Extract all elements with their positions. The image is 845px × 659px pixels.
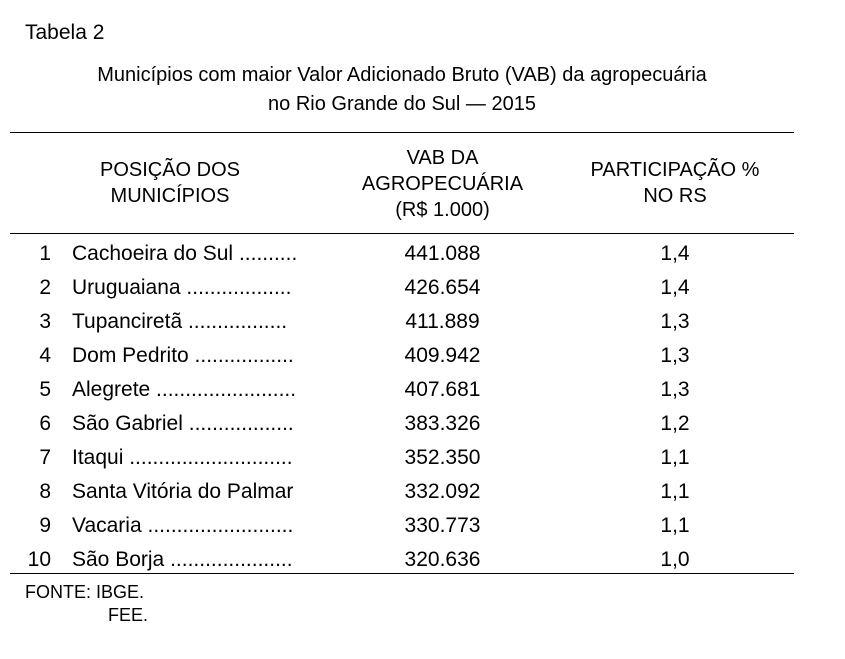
municipality-name: Cachoeira do Sul [72,242,234,265]
row-position: 9 [39,514,51,537]
source-note-continued: FEE. [108,605,149,625]
row-municipality [72,271,330,305]
table-row [0,475,845,509]
row-vab: 441.088 [404,242,481,265]
row-municipality [72,305,330,339]
header-participacao-line: PARTICIPAÇÃO % [590,159,760,181]
row-municipality [72,339,330,373]
leader-dots: ................. [182,310,288,333]
municipality-name: São Borja [72,548,165,571]
table-row [0,237,845,271]
row-vab: 330.773 [404,514,481,537]
row-vab: 332.092 [404,480,481,503]
row-municipality [72,475,330,509]
row-position: 10 [27,548,51,571]
table-row [0,271,845,305]
row-participation: 1,3 [660,310,690,333]
row-vab: 383.326 [404,412,481,435]
header-participacao-line: NO RS [643,185,707,207]
bottom-rule [10,573,794,574]
header-vab-line: VAB DA [406,147,479,169]
header-participacao [560,157,790,209]
leader-dots: ............................ [123,446,293,469]
row-position: 4 [39,344,51,367]
row-participation: 1,1 [660,446,690,469]
leader-dots: .................. [182,412,294,435]
header-posicao-line: MUNICÍPIOS [110,185,230,207]
row-vab: 409.942 [404,344,481,367]
source-note: FONTE: IBGE. [25,582,145,602]
row-position: 3 [39,310,51,333]
table-row [0,441,845,475]
municipality-name: Uruguaiana [72,276,181,299]
row-participation: 1,1 [660,514,690,537]
table-row [0,543,845,577]
header-posicao [40,157,300,209]
municipality-name: São Gabriel [72,412,183,435]
row-participation: 1,0 [660,548,690,571]
table-row [0,407,845,441]
table-label: Tabela 2 [25,21,105,44]
row-municipality [72,543,330,577]
leader-dots: .......... [233,242,298,265]
table-row [0,373,845,407]
row-participation: 1,2 [660,412,690,435]
municipality-name: Tupanciretã [72,310,183,333]
header-vab-line: (R$ 1.000) [395,199,490,221]
row-position: 6 [39,412,51,435]
municipality-name: Alegrete [72,378,151,401]
row-municipality [72,237,330,271]
row-participation: 1,3 [660,344,690,367]
table-caption-line-2: no Rio Grande do Sul — 2015 [268,93,536,115]
row-municipality [72,441,330,475]
leader-dots: ................. [188,344,294,367]
municipality-name: Santa Vitória do Palmar [72,480,294,503]
row-municipality [72,407,330,441]
row-vab: 320.636 [404,548,481,571]
row-participation: 1,4 [660,276,690,299]
row-participation: 1,1 [660,480,690,503]
row-position: 5 [39,378,51,401]
row-vab: 407.681 [404,378,481,401]
leader-dots: ........................ [150,378,297,401]
leader-dots: ......................... [141,514,294,537]
municipality-name: Dom Pedrito [72,344,189,367]
leader-dots: ..................... [164,548,293,571]
row-municipality [72,373,330,407]
row-participation: 1,3 [660,378,690,401]
municipality-name: Vacaria [72,514,142,537]
leader-dots: .................. [180,276,292,299]
header-posicao-line: POSIÇÃO DOS [99,159,241,181]
table-row [0,339,845,373]
row-municipality [72,509,330,543]
row-position: 1 [39,242,51,265]
row-participation: 1,4 [660,242,690,265]
municipality-name: Itaqui [72,446,124,469]
row-position: 2 [39,276,51,299]
row-position: 8 [39,480,51,503]
header-vab-line: AGROPECUÁRIA [361,173,524,195]
row-vab: 426.654 [404,276,481,299]
table-row [0,509,845,543]
row-vab: 411.889 [405,310,480,333]
header-rule [10,233,794,234]
table-body [0,237,845,577]
header-vab [330,145,555,223]
row-position: 7 [39,446,51,469]
row-vab: 352.350 [404,446,481,469]
table-row [0,305,845,339]
table-caption-line-1: Municípios com maior Valor Adicionado Bruto (VAB) da agropecuária [97,64,707,86]
top-rule [10,132,794,133]
